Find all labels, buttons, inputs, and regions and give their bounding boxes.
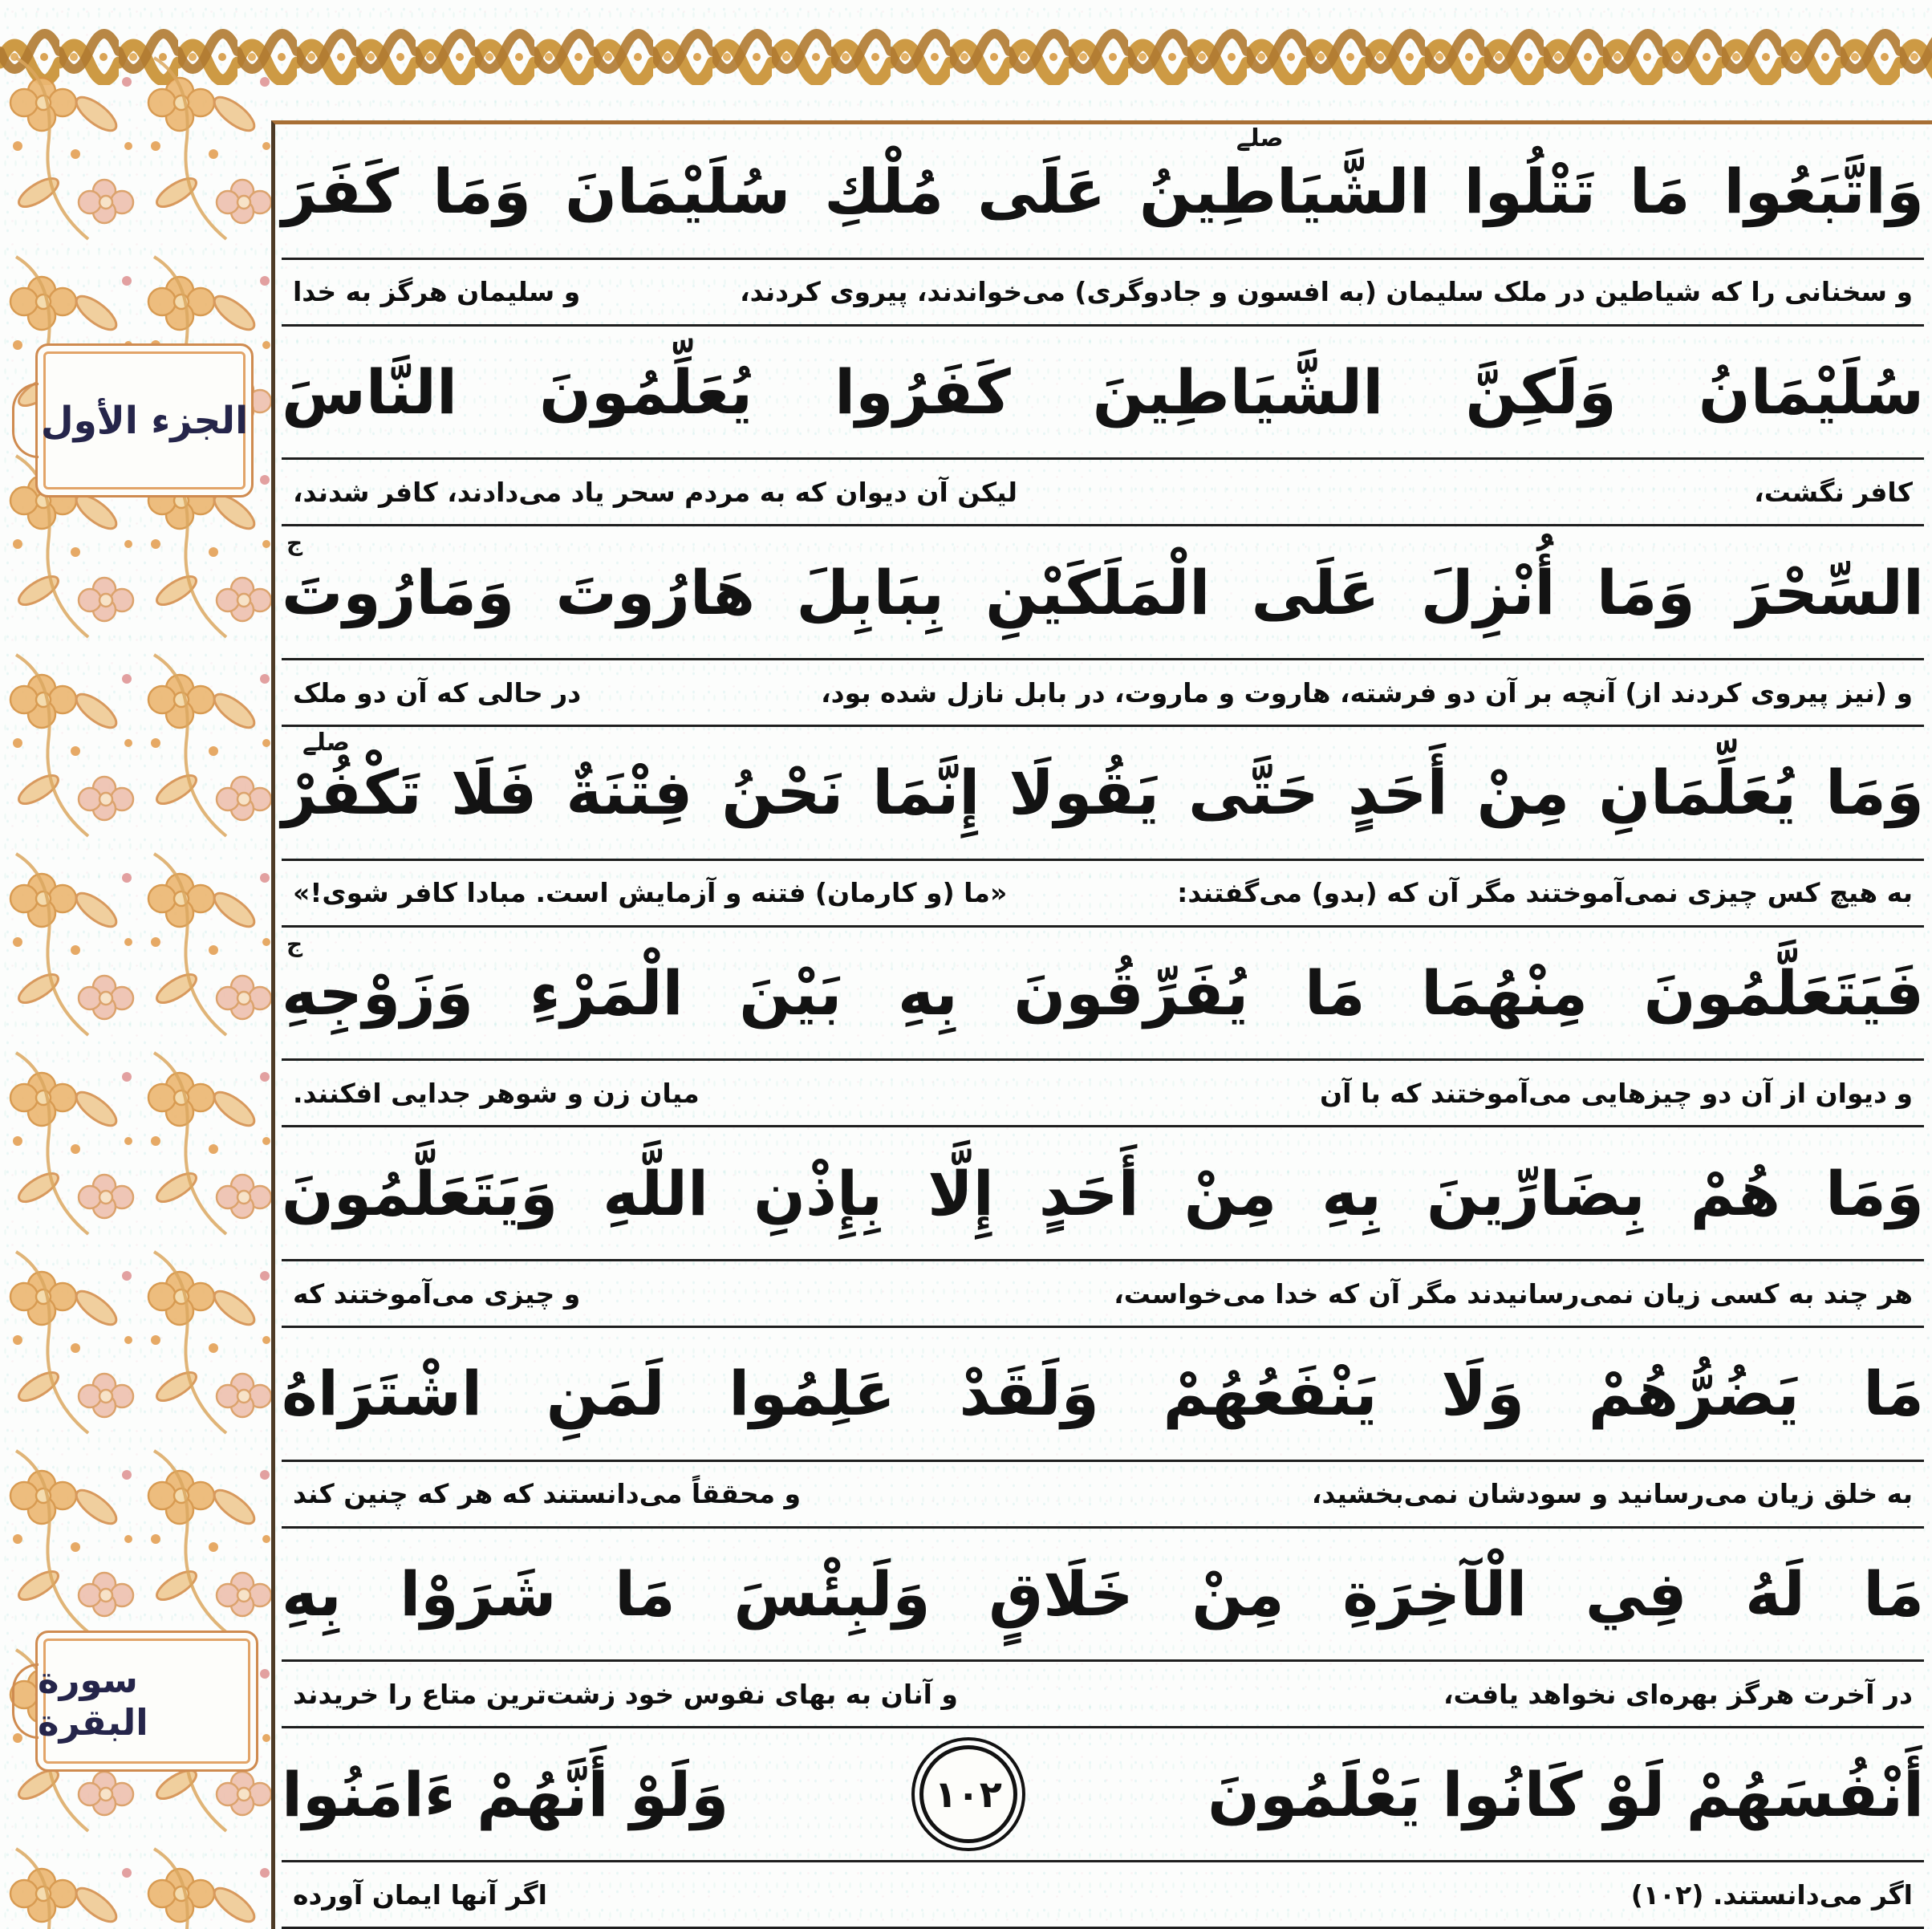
- translation-segment-right: اگر می‌دانستند. (۱۰۲): [1630, 1878, 1913, 1911]
- quran-arabic-line-with-verse-number: [282, 1745, 1924, 1843]
- braid-border-ornament: [0, 21, 1932, 85]
- translation-segment-right: کافر نگشت،: [1754, 476, 1913, 508]
- translation-segment-left: اگر آنها ایمان آورده: [293, 1878, 547, 1911]
- translation-segment-right: هر چند به کسی زیان نمی‌رسانیدند مگر آن که خدا می‌خواست،: [1114, 1277, 1913, 1310]
- quran-arabic-line: وَاتَّبَعُوا مَا تَتْلُوا الشَّيَاطِينُ عَلَى مُلْكِ سُلَيْمَانَ وَمَا كَفَرَ: [282, 156, 1924, 228]
- translation-segment-right: و سخنانی را که شیاطین در ملک سلیمان (به افسون و جادوگری) می‌خواندند، پیروی کردند،: [740, 276, 1913, 308]
- quran-arabic-line: السِّحْرَ وَمَا أُنْزِلَ عَلَى الْمَلَكَيْنِ بِبَابِلَ هَارُوتَ وَمَارُوتَ: [282, 556, 1924, 628]
- persian-translation-band: [282, 457, 1924, 526]
- verse-line-block: [282, 1529, 1924, 1729]
- translation-segment-left: در حالی که آن دو ملک: [293, 676, 582, 709]
- persian-translation-band: [282, 859, 1924, 928]
- juz-label-cartouche: [35, 343, 254, 497]
- pause-mark: صلے: [1236, 124, 1284, 152]
- surah-label-cartouche: [35, 1631, 258, 1772]
- text-frame: [271, 120, 1932, 1929]
- translation-segment-left: «ما (و کارمان) فتنه و آزمایش است. مبادا کافر شوی!»: [293, 877, 1008, 909]
- persian-translation-band: [282, 1259, 1924, 1328]
- verse-line-block: [282, 526, 1924, 727]
- persian-translation-band: [282, 258, 1924, 327]
- quran-arabic-line: وَمَا هُمْ بِضَارِّينَ بِهِ مِنْ أَحَدٍ إِلَّا بِإِذْنِ اللَّهِ وَيَتَعَلَّمُونَ: [282, 1157, 1924, 1229]
- translation-segment-left: لیکن آن دیوان که به مردم سحر یاد می‌دادند، کافر شدند،: [293, 476, 1017, 508]
- translation-segment-right: و (نیز پیروی کردند از) آنچه بر آن دو فرشته، هاروت و ماروت، در بابل نازل شده بود،: [821, 676, 1913, 709]
- translation-segment-left: میان زن و شوهر جدایی افکنند.: [293, 1077, 700, 1109]
- quran-arabic-line: سُلَيْمَانُ وَلَكِنَّ الشَّيَاطِينَ كَفَرُوا يُعَلِّمُونَ النَّاسَ: [282, 355, 1924, 428]
- persian-translation-band: [282, 1860, 1924, 1929]
- waqf-mark: ج: [286, 930, 303, 957]
- translation-segment-left: و چیزی می‌آموختند که: [293, 1277, 581, 1310]
- verse-number-medallion: [919, 1745, 1017, 1843]
- waqf-mark: ج: [286, 530, 303, 557]
- quran-arabic-line: مَا يَضُرُّهُمْ وَلَا يَنْفَعُهُمْ وَلَقَدْ عَلِمُوا لَمَنِ اشْتَرَاهُ: [282, 1358, 1924, 1430]
- translation-segment-right: به هیچ کس چیزی نمی‌آموختند مگر آن که (بدو) می‌گفتند:: [1177, 877, 1913, 909]
- persian-translation-band: [282, 1659, 1924, 1728]
- verse-line-block: [282, 327, 1924, 527]
- pause-mark: صلے: [302, 729, 350, 757]
- verse-line-block: [282, 727, 1924, 928]
- translation-segment-right: و دیوان از آن دو چیزهایی می‌آموختند که با آن: [1320, 1077, 1913, 1109]
- persian-translation-band: [282, 1058, 1924, 1127]
- translation-segment-left: و آنان به بهای نفوس خود زشت‌ترین متاع را خریدند: [293, 1678, 958, 1710]
- quran-arabic-segment: وَلَوْ أَنَّهُمْ ءَامَنُوا: [282, 1758, 729, 1830]
- verse-line-block: [282, 1728, 1924, 1929]
- persian-translation-band: [282, 658, 1924, 727]
- quran-arabic-segment: أَنْفُسَهُمْ لَوْ كَانُوا يَعْلَمُونَ: [1208, 1758, 1924, 1830]
- translation-segment-left: و محققاً می‌دانستند که هر که چنین کند: [293, 1478, 802, 1510]
- verse-number: ١٠٢: [934, 1773, 1002, 1817]
- quran-arabic-line: وَمَا يُعَلِّمَانِ مِنْ أَحَدٍ حَتَّى يَقُولَا إِنَّمَا نَحْنُ فِتْنَةٌ فَلَا تَكْفُرْ: [282, 757, 1924, 829]
- verse-line-block: [282, 126, 1924, 327]
- verse-line-block: [282, 1127, 1924, 1328]
- verse-line-block: [282, 1328, 1924, 1529]
- translation-segment-right: به خلق زیان می‌رسانید و سودشان نمی‌بخشید،: [1311, 1478, 1913, 1510]
- persian-translation-band: [282, 1460, 1924, 1529]
- translation-segment-left: و سلیمان هرگز به خدا: [293, 276, 581, 308]
- translation-segment-right: در آخرت هرگز بهره‌ای نخواهد یافت،: [1443, 1678, 1913, 1710]
- verse-line-block: [282, 928, 1924, 1128]
- quran-arabic-line: فَيَتَعَلَّمُونَ مِنْهُمَا مَا يُفَرِّقُونَ بِهِ بَيْنَ الْمَرْءِ وَزَوْجِهِ: [282, 956, 1924, 1029]
- surah-label: سورة البقرة: [38, 1659, 148, 1744]
- quran-arabic-line: مَا لَهُ فِي الْآخِرَةِ مِنْ خَلَاقٍ وَلَبِئْسَ مَا شَرَوْا بِهِ: [282, 1557, 1924, 1630]
- juz-label: الجزء الأول: [40, 398, 249, 443]
